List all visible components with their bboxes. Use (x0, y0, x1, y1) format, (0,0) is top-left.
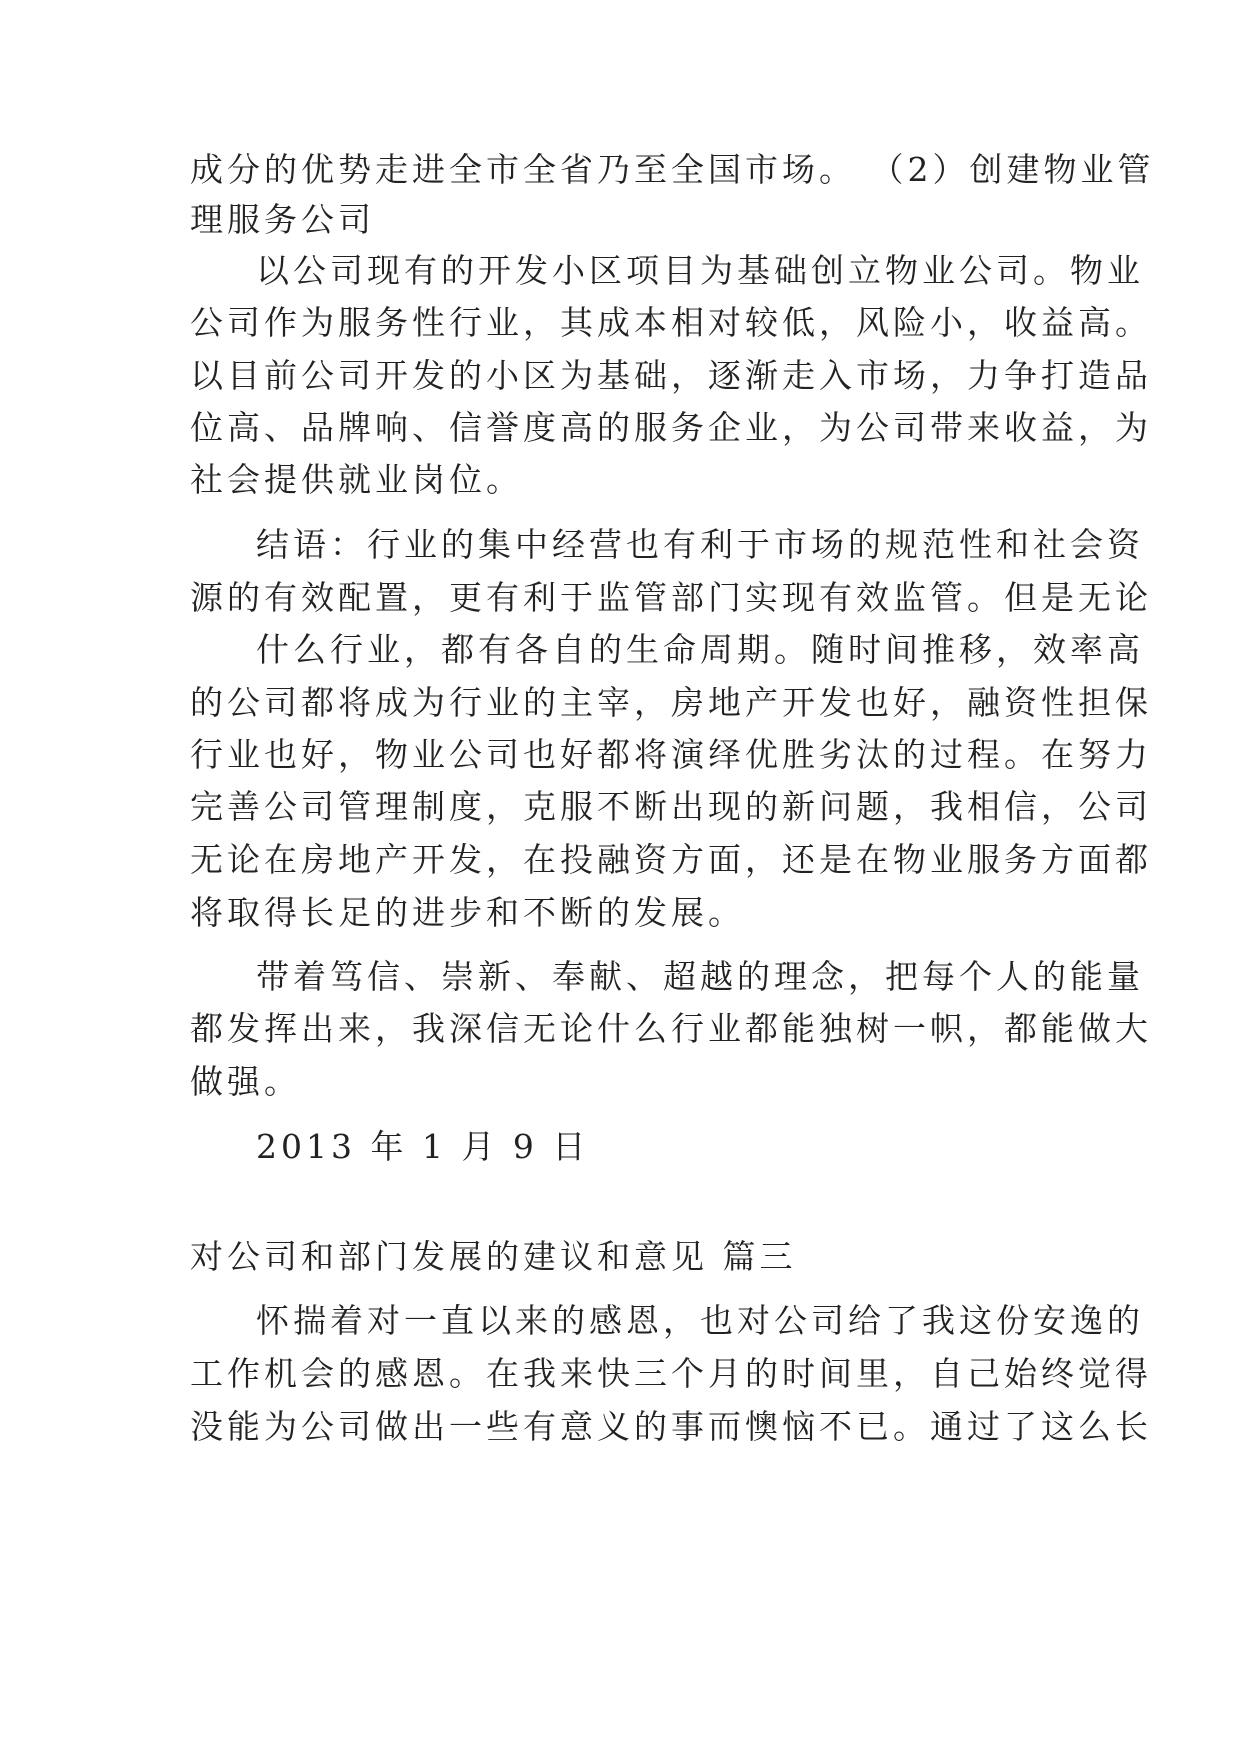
text-line: 以目前公司开发的小区为基础，逐渐走入市场，力争打造品 (190, 356, 1152, 395)
text-line: 位高、品牌响、信誉度高的服务企业，为公司带来收益，为 (190, 408, 1152, 447)
paragraph-start: 以公司现有的开发小区项目为基础创立物业公司。物业 (256, 251, 1144, 290)
paragraph-start: 怀揣着对一直以来的感恩，也对公司给了我这份安逸的 (256, 1301, 1144, 1340)
text-line: 完善公司管理制度，克服不断出现的新问题，我相信，公司 (190, 787, 1152, 826)
section-heading: 对公司和部门发展的建议和意见 篇三 (190, 1237, 797, 1276)
text-line: 没能为公司做出一些有意义的事而懊恼不已。通过了这么长 (190, 1407, 1152, 1446)
date-line: 2013 年 1 月 9 日 (256, 1127, 590, 1166)
text-line: 理服务公司 (190, 200, 375, 239)
text-line: 公司作为服务性行业，其成本相对较低，风险小，收益高。 (190, 303, 1152, 342)
text-line: 的公司都将成为行业的主宰，房地产开发也好，融资性担保 (190, 683, 1152, 722)
text-line: 都发挥出来，我深信无论什么行业都能独树一帜，都能做大 (190, 1009, 1152, 1048)
text-line: 工作机会的感恩。在我来快三个月的时间里，自己始终觉得 (190, 1354, 1152, 1393)
text-line: 无论在房地产开发，在投融资方面，还是在物业服务方面都 (190, 840, 1152, 879)
paragraph-start: 什么行业，都有各自的生命周期。随时间推移，效率高 (256, 630, 1144, 669)
text-line: 将取得长足的进步和不断的发展。 (190, 893, 745, 932)
text-line: 社会提供就业岗位。 (190, 460, 523, 499)
paragraph-start: 结语：行业的集中经营也有利于市场的规范性和社会资 (256, 525, 1144, 564)
paragraph-start: 带着笃信、崇新、奉献、超越的理念，把每个人的能量 (256, 957, 1144, 996)
text-line: 做强。 (190, 1062, 301, 1101)
text-line: 行业也好，物业公司也好都将演绎优胜劣汰的过程。在努力 (190, 735, 1152, 774)
text-line: 源的有效配置，更有利于监管部门实现有效监管。但是无论 (190, 578, 1152, 617)
text-line: 成分的优势走进全市全省乃至全国市场。 （2）创建物业管 (190, 150, 1155, 189)
